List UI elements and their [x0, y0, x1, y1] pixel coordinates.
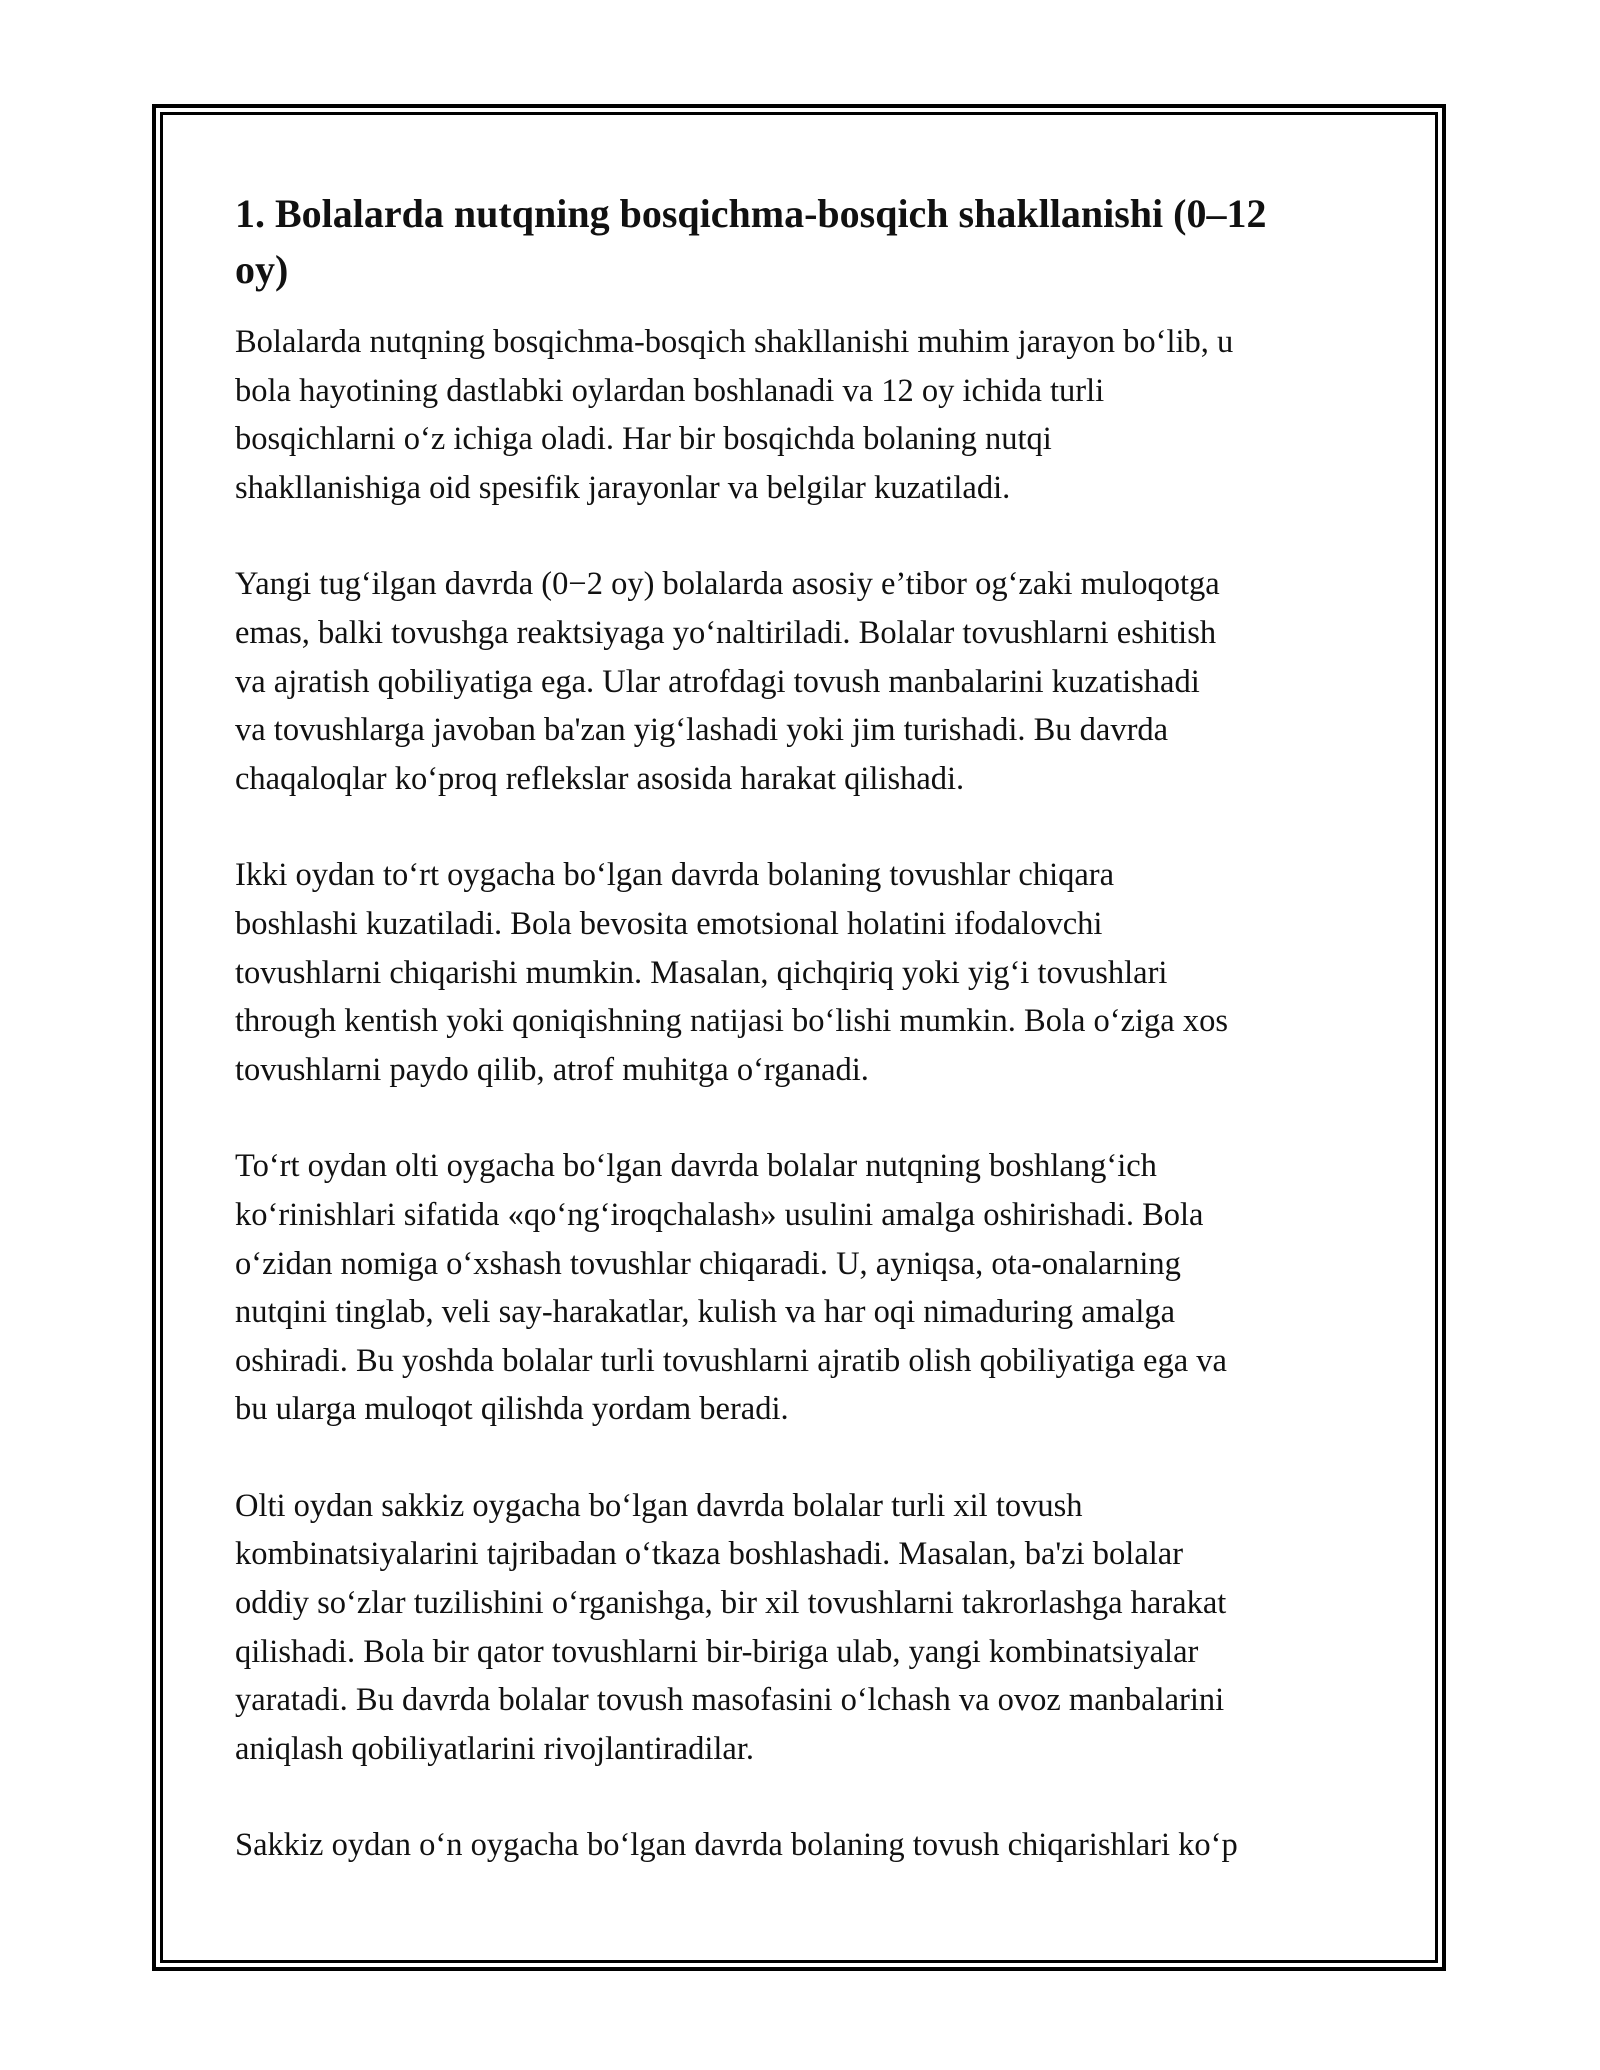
text-line: tovushlarni paydo qilib, atrof muhitga o‘rganadi. [235, 1051, 869, 1088]
paragraph-two-to-four-months [235, 851, 1375, 1094]
document-body [235, 186, 1375, 1918]
paragraph-newborn [235, 560, 1375, 803]
text-line: oddiy so‘zlar tuzilishini o‘rganishga, bir xil tovushlarni takrorlashga harakat [235, 1585, 1227, 1622]
paragraph-intro [235, 318, 1375, 512]
text-line: Bolalarda nutqning bosqichma-bosqich shakllanishi muhim jarayon bo‘lib, u [235, 324, 1234, 360]
text-line: o‘zidan nomiga o‘xshash tovushlar chiqaradi. U, ayniqsa, ota-onalarning [235, 1245, 1181, 1282]
text-line: oshiradi. Bu yoshda bolalar turli tovushlarni ajratib olish qobiliyatiga ega va [235, 1342, 1227, 1379]
text-line: kombinatsiyalarini tajribadan o‘tkaza boshlashadi. Masalan, ba'zi bolalar [235, 1536, 1184, 1573]
text-line: aniqlash qobiliyatlarini rivojlantiradilar. [235, 1730, 754, 1767]
paragraph-eight-to-ten-months [235, 1821, 1375, 1870]
text-line: chaqaloqlar ko‘proq reflekslar asosida harakat qilishadi. [235, 760, 965, 797]
paragraph-six-to-eight-months [235, 1482, 1375, 1774]
text-line: ko‘rinishlari sifatida «qo‘ng‘iroqchalash» usulini amalga oshirishadi. Bola [235, 1196, 1204, 1233]
text-line: bu ularga muloqot qilishda yordam beradi. [235, 1391, 789, 1428]
text-line: Ikki oydan to‘rt oygacha bo‘lgan davrda bolaning tovushlar chiqara [235, 857, 1115, 894]
text-line: shakllanishiga oid spesifik jarayonlar va belgilar kuzatiladi. [235, 469, 1011, 506]
text-line: bosqichlarni o‘z ichiga oladi. Har bir bosqichda bolaning nutqi [235, 421, 1052, 458]
text-line: qilishadi. Bola bir qator tovushlarni bir-biriga ulab, yangi kombinatsiyalar [235, 1633, 1199, 1670]
text-line: nutqini tinglab, veli say-harakatlar, kulish va har oqi nimaduring amalga [235, 1294, 1176, 1331]
text-line: Yangi tug‘ilgan davrda (0−2 oy) bolalarda asosiy e’tibor og‘zaki muloqotga [235, 566, 1220, 603]
text-line: yaratadi. Bu davrda bolalar tovush masofasini o‘lchash va ovoz manbalarini [235, 1682, 1225, 1719]
text-line: va tovushlarga javoban ba'zan yig‘lashadi yoki jim turishadi. Bu davrda [235, 712, 1169, 749]
section-heading [235, 186, 1335, 298]
text-line: Olti oydan sakkiz oygacha bo‘lgan davrda bolalar turli xil tovush [235, 1487, 1083, 1524]
heading-line: oy) [235, 247, 289, 292]
text-line: tovushlarni chiqarishi mumkin. Masalan, qichqiriq yoki yig‘i tovushlari [235, 954, 1168, 991]
text-line: To‘rt oydan olti oygacha bo‘lgan davrda bolalar nutqning boshlang‘ich [235, 1148, 1157, 1185]
text-line: emas, balki tovushga reaktsiyaga yo‘naltiriladi. Bolalar tovushlarni eshitish [235, 614, 1217, 651]
text-line: Sakkiz oydan o‘n oygacha bo‘lgan davrda bolaning tovush chiqarishlari ko‘p [235, 1827, 1238, 1864]
paragraph-four-to-six-months [235, 1142, 1375, 1434]
heading-line: 1. Bolalarda nutqning bosqichma-bosqich shakllanishi (0–12 [235, 191, 1267, 236]
text-line: bola hayotining dastlabki oylardan boshlanadi va 12 oy ichida turli [235, 372, 1105, 409]
text-line: boshlashi kuzatiladi. Bola bevosita emotsional holatini ifodalovchi [235, 905, 1103, 942]
text-line: through kentish yoki qoniqishning natijasi bo‘lishi mumkin. Bola o‘ziga xos [235, 1003, 1228, 1040]
text-line: va ajratish qobiliyatiga ega. Ular atrofdagi tovush manbalarini kuzatishadi [235, 663, 1200, 700]
